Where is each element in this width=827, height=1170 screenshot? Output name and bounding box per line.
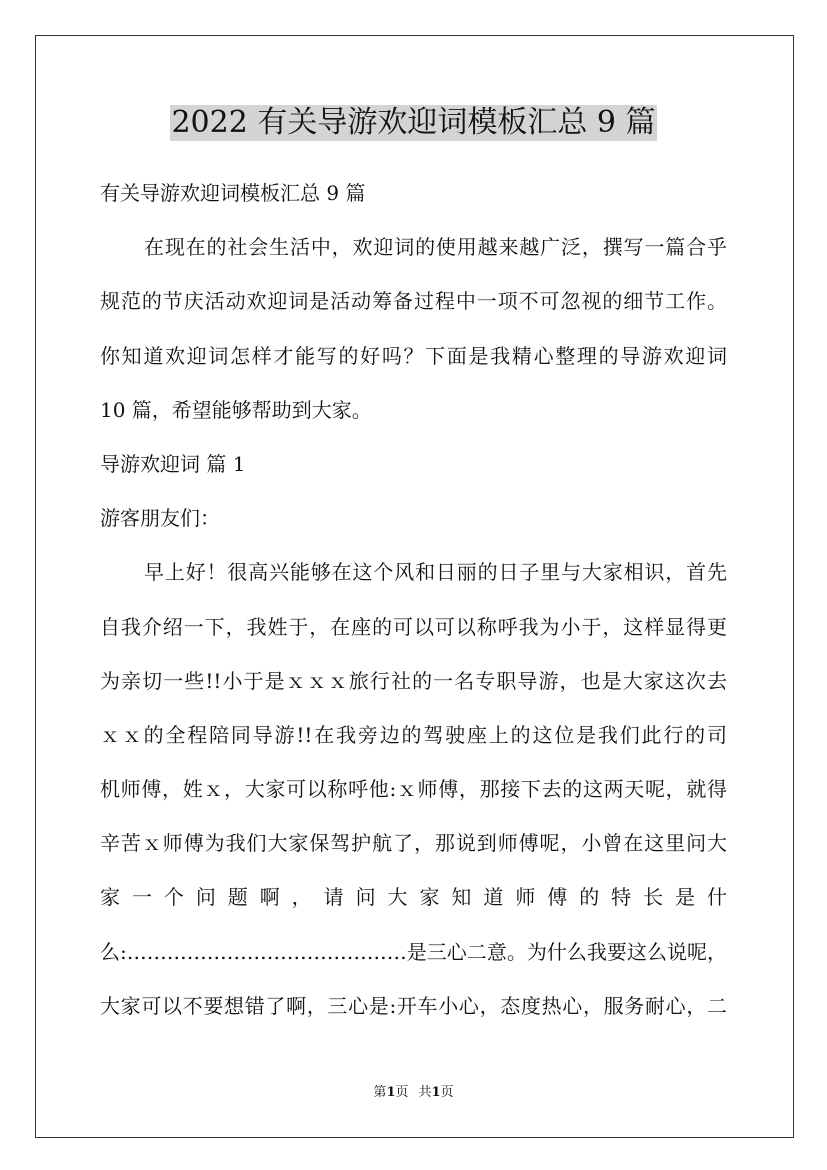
- total-suffix: 页: [440, 1085, 454, 1100]
- intro-line: 规范的节庆活动欢迎词是活动筹备过程中一项不可忽视的细节工作。: [100, 289, 727, 314]
- section-heading: 导游欢迎词 篇 1: [100, 451, 246, 476]
- page-footer: [0, 1084, 827, 1102]
- document-title: 2022 有关导游欢迎词模板汇总 9 篇: [171, 105, 656, 140]
- intro-line: 你知道欢迎词怎样才能写的好吗？下面是我精心整理的导游欢迎词: [100, 343, 727, 368]
- total-prefix: 共: [418, 1085, 432, 1100]
- total-pages: 1: [431, 1085, 441, 1100]
- salutation: 游客朋友们：: [100, 506, 220, 531]
- body-line: 早上好！很高兴能够在这个风和日丽的日子里与大家相识，首先: [144, 560, 727, 585]
- page-prefix: 第: [373, 1085, 387, 1100]
- intro-line: 在现在的社会生活中，欢迎词的使用越来越广泛，撰写一篇合乎: [144, 235, 727, 260]
- document-body: [100, 166, 727, 1033]
- body-line: 机师傅，姓ｘ，大家可以称呼他:ｘ师傅，那接下去的这两天呢，就得: [100, 777, 727, 802]
- body-line: 家一个问题啊，请问大家知道师傅的特长是什: [100, 885, 727, 910]
- body-line: ｘｘ的全程陪同导游!!在我旁边的驾驶座上的这位是我们此行的司: [100, 722, 727, 747]
- body-line: 辛苦ｘ师傅为我们大家保驾护航了，那说到师傅呢，小曾在这里问大: [100, 831, 727, 856]
- body-line: 么:……………………………………是三心二意。为什么我要这么说呢，: [100, 939, 727, 964]
- title-container: [0, 105, 827, 141]
- body-line: 大家可以不要想错了啊，三心是:开车小心，态度热心，服务耐心，二: [100, 993, 727, 1018]
- page-suffix: 页: [395, 1085, 409, 1100]
- intro-line: 10 篇，希望能够帮助到大家。: [100, 397, 372, 422]
- page-number: 1: [386, 1085, 396, 1100]
- body-line: 自我介绍一下，我姓于，在座的可以可以称呼我为小于，这样显得更: [100, 614, 727, 639]
- body-line: 为亲切一些!!小于是ｘｘｘ旅行社的一名专职导游，也是大家这次去: [100, 668, 727, 693]
- document-subtitle: 有关导游欢迎词模板汇总 9 篇: [100, 181, 366, 205]
